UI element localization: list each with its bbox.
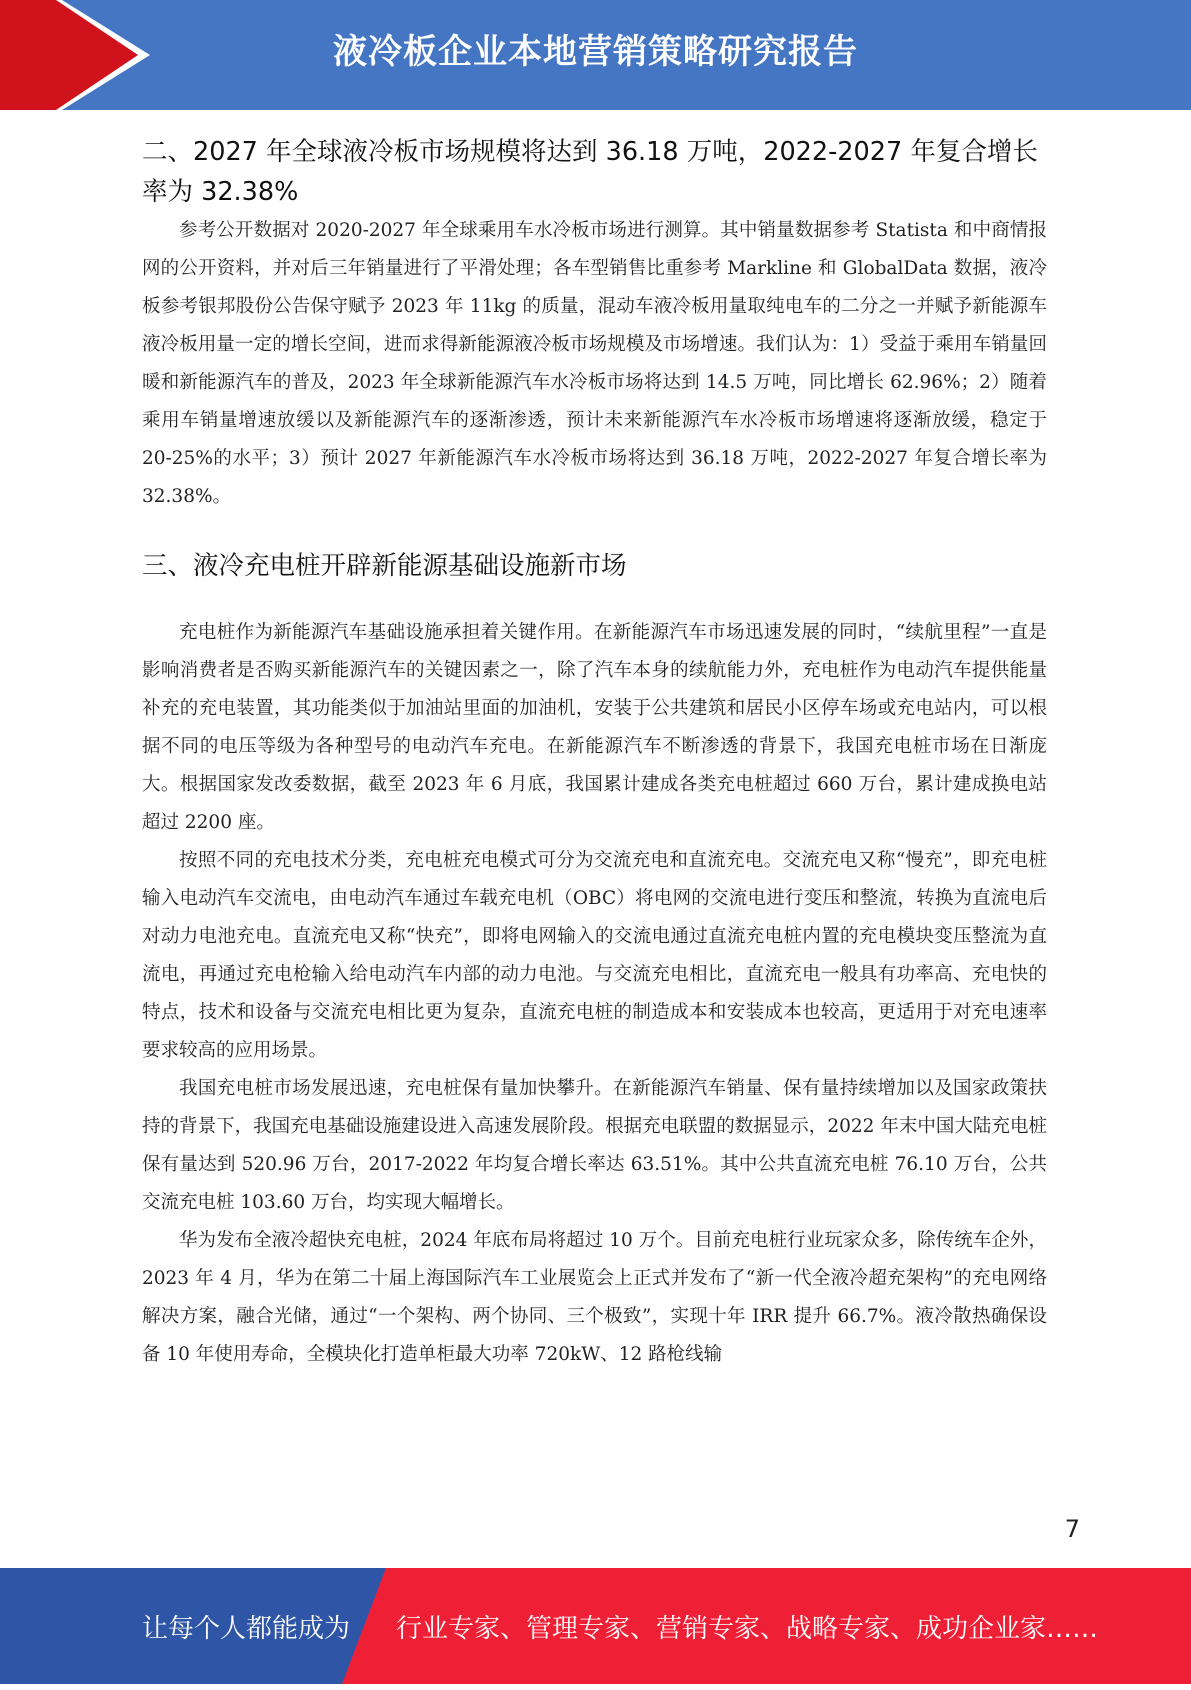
section-heading-market-size: 二、2027 年全球液冷板市场规模将达到 36.18 万吨，2022-2027 年复合增长率为 32.38%	[142, 137, 1038, 207]
paragraph: 按照不同的充电技术分类，充电桩充电模式可分为交流充电和直流充电。交流充电又称“慢充”，即充电桩输入电动汽车交流电，由电动汽车通过车载充电机（OBC）将电网的交流电进行变压和整流，转换为直流电后对动力电池充电。直流充电又称“快充”，即将电网输入的交流电通过直流充电桩内置的充电模块变压整流为直流电，再通过充电枪输入给电动汽车内部的动力电池。与交流充电相比，直流充电一般具有功率高、充电快的特点，技术和设备与交流充电相比更为复杂，直流充电桩的制造成本和安装成本也较高，更适用于对充电速率要求较高的应用场景。	[142, 850, 1047, 1061]
page-footer	[0, 1568, 1191, 1684]
section-heading-charging-piles: 三、液冷充电桩开辟新能源基础设施新市场	[142, 551, 627, 581]
document-body	[142, 122, 1047, 1374]
paragraph: 我国充电桩市场发展迅速，充电桩保有量加快攀升。在新能源汽车销量、保有量持续增加以及国家政策扶持的背景下，我国充电基础设施建设进入高速发展阶段。根据充电联盟的数据显示，2022 年末中国大陆充电桩保有量达到 520.96 万台，2017-2022 年均复合增长率达 63.51%。其中公共直流充电桩 76.10 万台，公共交流充电桩 103.60 万台，均实现大幅增长。	[142, 1078, 1047, 1213]
paragraph: 华为发布全液冷超快充电桩，2024 年底布局将超过 10 万个。目前充电桩行业玩家众多，除传统车企外，2023 年 4 月，华为在第二十届上海国际汽车工业展览会上正式并发布了“新一代全液冷超充架构”的充电网络解决方案，融合光储，通过“一个架构、两个协同、三个极致”，实现十年 IRR 提升 66.7%。液冷散热确保设备 10 年使用寿命，全模块化打造单柜最大功率 720kW、12 路枪线输	[142, 1230, 1047, 1365]
paragraph: 参考公开数据对 2020-2027 年全球乘用车水冷板市场进行测算。其中销量数据参考 Statista 和中商情报网的公开资料，并对后三年销量进行了平滑处理；各车型销售比重参考 Markline 和 GlobalData 数据，液冷板参考银邦股份公告保守赋予 2023 年 11kg 的质量，混动车液冷板用量取纯电车的二分之一并赋予新能源车液冷板用量一定的增长空间，进而求得新能源液冷板市场规模及市场增速。我们认为：1）受益于乘用车销量回暖和新能源汽车的普及，2023 年全球新能源汽车水冷板市场将达到 14.5 万吨，同比增长 62.96%；2）随着乘用车销量增速放缓以及新能源汽车的逐渐渗透，预计未来新能源汽车水冷板市场增速将逐渐放缓，稳定于 20-25%的水平；3）预计 2027 年新能源汽车水冷板市场将达到 36.18 万吨，2022-2027 年复合增长率为 32.38%。	[142, 220, 1047, 507]
report-title: 液冷板企业本地营销策略研究报告	[333, 32, 858, 72]
paragraph: 充电桩作为新能源汽车基础设施承担着关键作用。在新能源汽车市场迅速发展的同时，“续航里程”一直是影响消费者是否购买新能源汽车的关键因素之一，除了汽车本身的续航能力外，充电桩作为电动汽车提供能量补充的充电装置，其功能类似于加油站里面的加油机，安装于公共建筑和居民小区停车场或充电站内，可以根据不同的电压等级为各种型号的电动汽车充电。在新能源汽车不断渗透的背景下，我国充电桩市场在日渐庞大。根据国家发改委数据，截至 2023 年 6 月底，我国累计建成各类充电桩超过 660 万台，累计建成换电站超过 2200 座。	[142, 622, 1047, 833]
footer-slogan-right: 行业专家、管理专家、营销专家、战略专家、成功企业家……	[396, 1614, 1099, 1644]
page-number: 7	[1064, 1515, 1080, 1543]
footer-slogan-left: 让每个人都能成为	[142, 1614, 351, 1644]
page-header	[0, 0, 1191, 110]
